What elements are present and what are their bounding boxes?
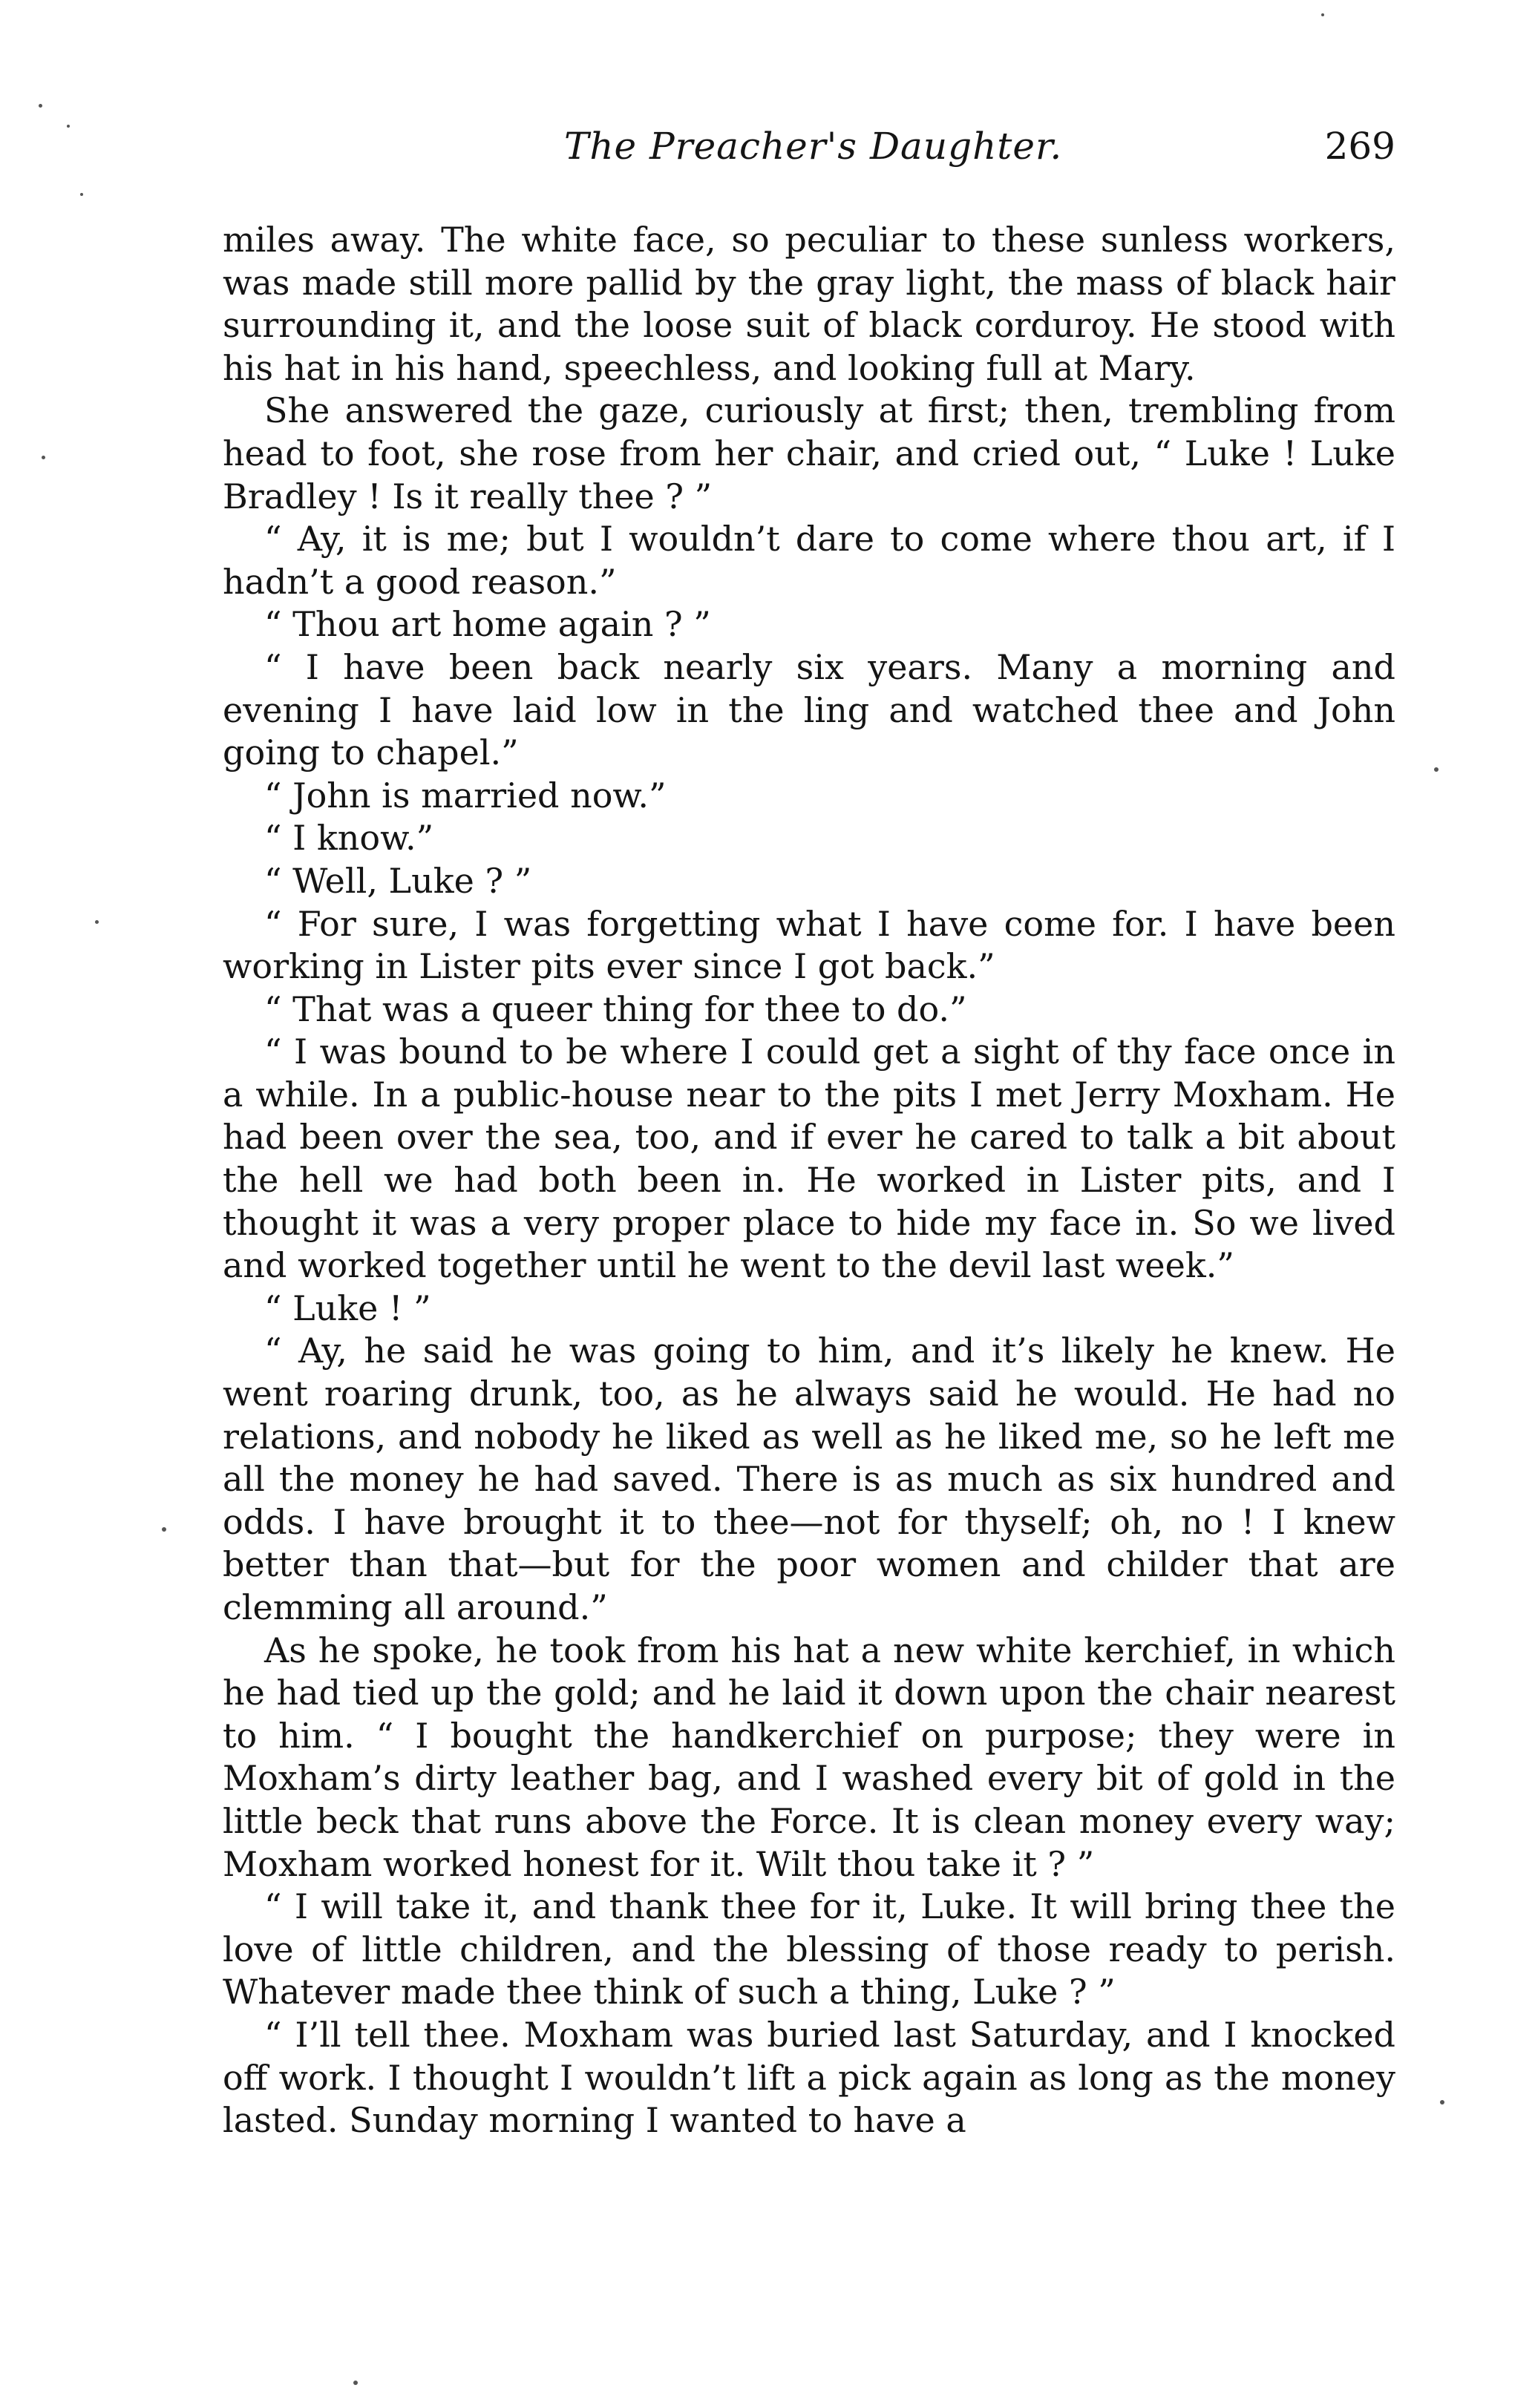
paragraph: miles away. The white face, so peculiar to these sunless workers, was made still more pallid by the gray light, the mass of black hair surrounding it, and the loose suit of black corduroy. He stood with his hat in his hand, speechless, and looking full at Mary. — [223, 220, 1395, 388]
paragraph: “ That was a queer thing for thee to do.” — [264, 988, 967, 1029]
page-number: 269 — [1324, 125, 1395, 168]
scan-speck — [67, 125, 70, 128]
paragraph: “ Well, Luke ? ” — [264, 860, 532, 901]
scan-speck — [1440, 2100, 1444, 2104]
paragraph: “ John is married now.” — [264, 775, 667, 816]
scan-speck — [353, 2381, 358, 2385]
paragraph: “ Ay, it is me; but I wouldn’t dare to come where thou art, if I hadn’t a good reason.” — [223, 519, 1395, 602]
paragraph: As he spoke, he took from his hat a new white kerchief, in which he had tied up the gold; and he laid it down upon the chair nearest to him. “ I bought the handkerchief on purpose; they were in Moxham’s dirty leather bag, and I washed every bit of gold in the little beck that runs above the Force. It is clean money every way; Moxham worked honest for it. Wilt thou take it ? ” — [223, 1630, 1395, 1884]
paragraph: “ I will take it, and thank thee for it, Luke. It will bring thee the love of little children, and the blessing of those ready to perish. Whatever made thee think of such a thing, Luke ? ” — [223, 1886, 1395, 2012]
paragraph: “ I have been back nearly six years. Many a morning and evening I have laid low in the ling and watched thee and John going to chapel.” — [223, 646, 1395, 773]
scan-speck — [80, 193, 83, 196]
scan-speck — [1321, 13, 1324, 16]
scan-speck — [39, 104, 42, 108]
paragraph: “ Ay, he said he was going to him, and it’s likely he knew. He went roaring drunk, too, as he always said he would. He had no relations, and nobody he liked as well as he liked me, so he left me all the money he had saved. There is as much as six hundred and odds. I have brought it to thee—not for thyself; oh, no ! I knew better than that—but for the poor women and childer that are clemming all around.” — [223, 1331, 1395, 1627]
paragraph: She answered the gaze, curiously at first; then, trembling from head to foot, she rose from her chair, and cried out, “ Luke ! Luke Bradley ! Is it really thee ? ” — [223, 390, 1395, 516]
running-title: The Preacher's Daughter. — [564, 125, 1063, 168]
paragraph: “ Luke ! ” — [264, 1287, 431, 1328]
scan-speck — [1434, 767, 1439, 772]
scan-speck — [162, 1527, 166, 1532]
scan-speck — [42, 456, 45, 459]
paragraph: “ I was bound to be where I could get a sight of thy face once in a while. In a public-house near to the pits I met Jerry Moxham. He had been over the sea, too, and if ever he cared to talk a bit about the hell we had both been in. He worked in Lister pits, and I thought it was a very proper place to hide my face in. So we lived and worked together until he went to the devil last week.” — [223, 1031, 1395, 1286]
paragraph: “ Thou art home again ? ” — [264, 604, 711, 645]
scan-speck — [95, 920, 99, 924]
running-header — [223, 125, 1395, 184]
paragraph: “ I’ll tell thee. Moxham was buried last Saturday, and I knocked off work. I thought I wouldn’t lift a pick again as long as the money lasted. Sunday morning I wanted to have a — [223, 2014, 1395, 2141]
paragraph: “ I know.” — [264, 818, 434, 859]
body-text — [223, 219, 1395, 2142]
paragraph: “ For sure, I was forgetting what I have come for. I have been working in Lister pits ever since I got back.” — [223, 903, 1395, 987]
